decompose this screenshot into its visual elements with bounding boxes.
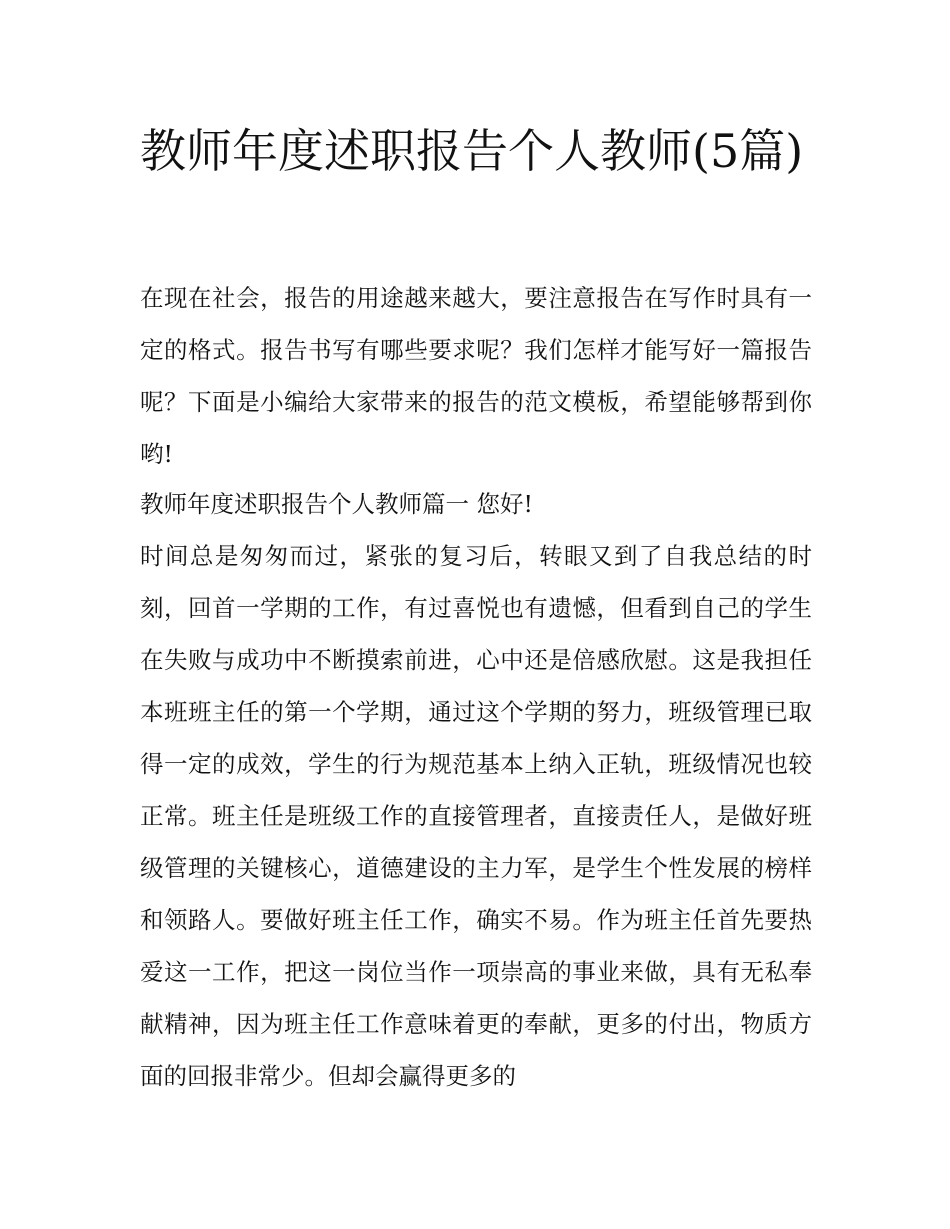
document-title: 教师年度述职报告个人教师(5篇) xyxy=(140,124,804,178)
intro-paragraph: 在现在社会，报告的用途越来越大，要注意报告在写作时具有一定的格式。报告书写有哪些要求呢？我们怎样才能写好一篇报告呢？下面是小编给大家带来的报告的范文模板，希望能够帮到你哟! xyxy=(140,284,812,468)
body-paragraph: 时间总是匆匆而过，紧张的复习后，转眼又到了自我总结的时刻，回首一学期的工作，有过喜悦也有遗憾，但看到自己的学生在失败与成功中不断摸索前进，心中还是倍感欣慰。这是我担任本班班主任的第一个学期，通过这个学期的努力，班级管理已取得一定的成效，学生的行为规范基本上纳入正轨，班级情况也较正常。班主任是班级工作的直接管理者，直接责任人，是做好班级管理的关键核心，道德建设的主力军，是学生个性发展的榜样和领路人。要做好班主任工作，确实不易。作为班主任首先要热爱这一工作，把这一岗位当作一项崇高的事业来做，具有无私奉献精神，因为班主任工作意味着更的奉献，更多的付出，物质方面的回报非常少。但却会赢得更多的 xyxy=(140,542,812,1090)
section-heading: 教师年度述职报告个人教师篇一 您好! xyxy=(140,490,533,518)
